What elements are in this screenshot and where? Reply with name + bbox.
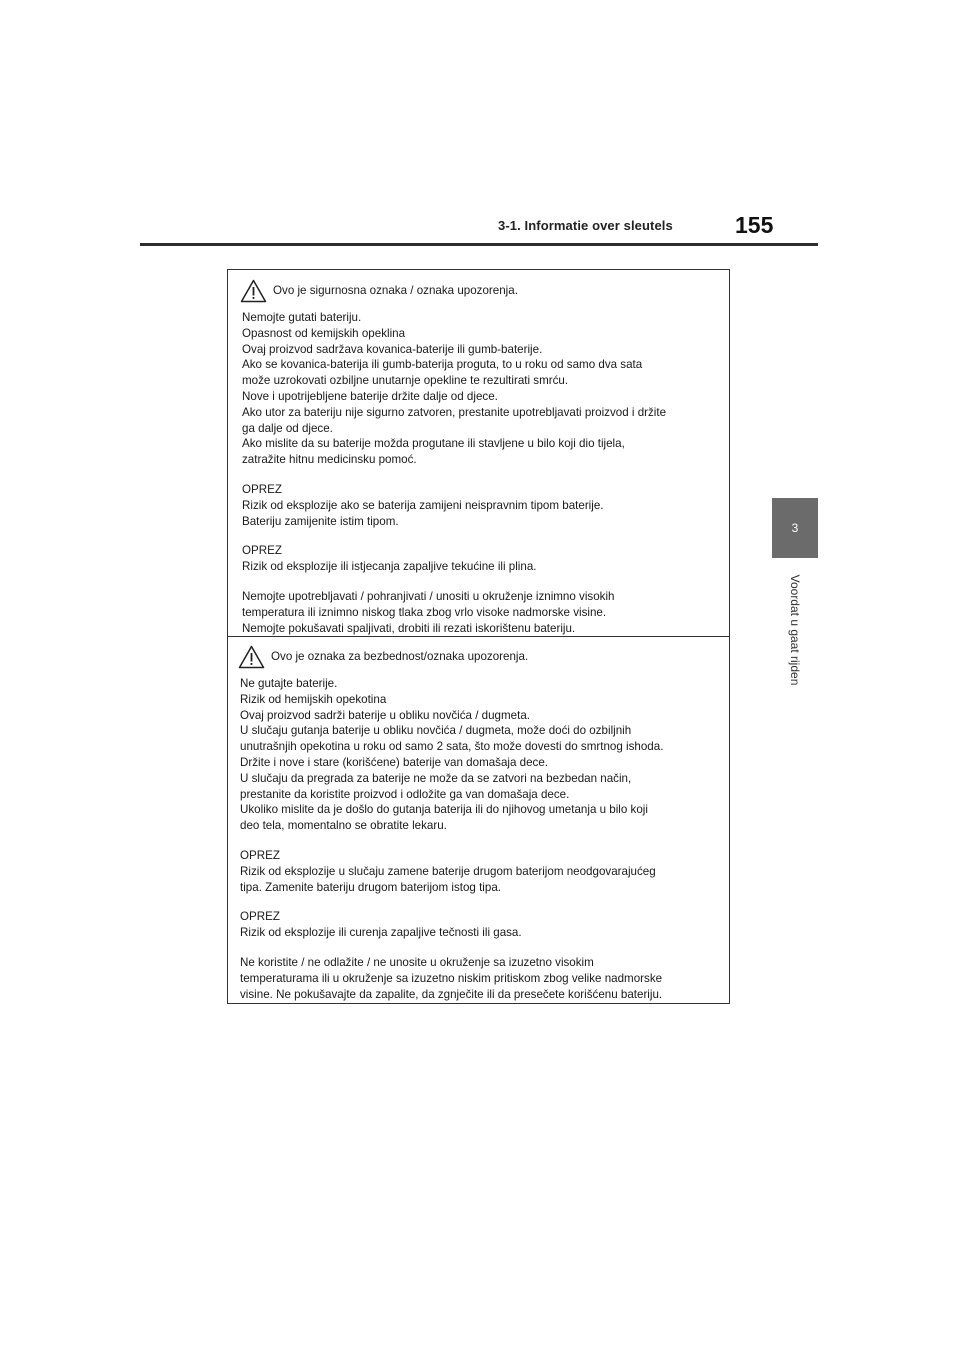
battery-warning-notice bbox=[227, 269, 730, 1004]
text-line: Ako se kovanica-baterija ili gumb-baterija proguta, to u roku od samo dva sata bbox=[242, 358, 643, 372]
section-divider bbox=[228, 636, 729, 637]
caution-label: OPREZ bbox=[242, 482, 282, 496]
text-line: Nove i upotrijebljene baterije držite dalje od djece. bbox=[242, 389, 498, 403]
text-line: Ako utor za bateriju nije sigurno zatvoren, prestanite upotrebljavati proizvod i držite bbox=[242, 405, 667, 419]
text-line: tipa. Zamenite bateriju drugom baterijom istog tipa. bbox=[240, 880, 501, 894]
text-line: Nemojte pokušavati spaljivati, drobiti ili rezati iskorištenu bateriju. bbox=[242, 621, 576, 635]
chapter-number: 3 bbox=[791, 521, 799, 535]
warning-label: Ovo je sigurnosna oznaka / oznaka upozorenja. bbox=[273, 284, 518, 298]
text-line: Opasnost od kemijskih opeklina bbox=[242, 326, 406, 340]
text-line: može uzrokovati ozbiljne unutarnje opekline te rezultirati smrću. bbox=[242, 374, 569, 388]
text-line: Rizik od hemijskih opekotina bbox=[240, 692, 387, 706]
text-line: Ukoliko mislite da je došlo do gutanja baterija ili do njihovog umetanja u bilo koji bbox=[240, 803, 648, 817]
chapter-tab bbox=[772, 498, 818, 558]
text-line: zatražite hitnu medicinsku pomoć. bbox=[242, 453, 417, 467]
text-line: Nemojte upotrebljavati / pohranjivati / unositi u okruženje iznimno visokih bbox=[242, 589, 615, 603]
warning-label: Ovo je oznaka za bezbednost/oznaka upozorenja. bbox=[271, 650, 529, 664]
text-line: Ne koristite / ne odlažite / ne unosite u okruženje sa izuzetno visokim bbox=[240, 955, 594, 969]
text-line: Ako mislite da su baterije možda progutane ili stavljene u bilo koji dio tijela, bbox=[242, 437, 625, 451]
text-line: Rizik od eksplozije u slučaju zamene baterije drugom baterijom neodgovarajućeg bbox=[240, 864, 656, 878]
header-divider bbox=[140, 243, 818, 246]
text-line: Bateriju zamijenite istim tipom. bbox=[242, 514, 399, 528]
paragraph bbox=[242, 543, 721, 575]
warning-triangle-icon bbox=[240, 279, 267, 303]
text-line: Nemojte gutati bateriju. bbox=[242, 311, 362, 324]
caution-label: OPREZ bbox=[240, 848, 280, 862]
text-line: temperatura ili iznimno niskog tlaka zbog vrlo visoke nadmorske visine. bbox=[242, 605, 607, 619]
text-line: Rizik od eksplozije ili curenja zapaljive tečnosti ili gasa. bbox=[240, 926, 522, 940]
warning-heading bbox=[240, 278, 721, 304]
paragraph bbox=[240, 848, 721, 895]
warning-heading bbox=[238, 644, 721, 670]
text-line: visine. Ne pokušavajte da zapalite, da zgnječite ili da presečete korišćenu bateriju. bbox=[240, 987, 663, 1001]
text-line: Ovaj proizvod sadržava kovanica-baterije ili gumb-baterije. bbox=[242, 342, 543, 356]
paragraph bbox=[242, 310, 721, 468]
page-number: 155 bbox=[735, 212, 774, 238]
warning-triangle-icon bbox=[238, 645, 265, 669]
paragraph bbox=[240, 909, 721, 941]
paragraph bbox=[240, 676, 721, 834]
paragraph bbox=[242, 589, 721, 636]
caution-label: OPREZ bbox=[242, 544, 282, 558]
text-line: temperaturama ili u okruženje sa izuzetno niskim pritiskom zbog velike nadmorske bbox=[240, 971, 663, 985]
text-line: Rizik od eksplozije ili istjecanja zapaljive tekućine ili plina. bbox=[242, 560, 537, 574]
text-line: Ovaj proizvod sadrži baterije u obliku novčića / dugmeta. bbox=[240, 708, 530, 722]
text-line: deo tela, momentalno se obratite lekaru. bbox=[240, 819, 447, 833]
text-line: prestanite da koristite proizvod i odložite ga van domašaja dece. bbox=[240, 787, 570, 801]
text-line: Rizik od eksplozije ako se baterija zamijeni neispravnim tipom baterije. bbox=[242, 498, 604, 512]
paragraph bbox=[242, 482, 721, 529]
section-title: 3-1. Informatie over sleutels bbox=[498, 218, 673, 233]
text-line: unutrašnjih opekotina u roku od samo 2 sata, što može dovesti do smrtnog ishoda. bbox=[240, 740, 664, 754]
text-line: Ne gutajte baterije. bbox=[240, 677, 338, 690]
notice-section-serbian bbox=[240, 644, 721, 1002]
text-line: Držite i nove i stare (korišćene) baterije van domašaja dece. bbox=[240, 755, 549, 769]
paragraph bbox=[240, 955, 721, 1002]
text-line: U slučaju da pregrada za baterije ne može da se zatvori na bezbedan način, bbox=[240, 771, 632, 785]
chapter-title: Voordat u gaat rijden bbox=[788, 574, 802, 686]
notice-section-croatian bbox=[242, 278, 721, 636]
text-line: ga dalje od djece. bbox=[242, 421, 333, 435]
text-line: U slučaju gutanja baterije u obliku novčića / dugmeta, može doći do ozbiljnih bbox=[240, 724, 632, 738]
caution-label: OPREZ bbox=[240, 910, 280, 924]
